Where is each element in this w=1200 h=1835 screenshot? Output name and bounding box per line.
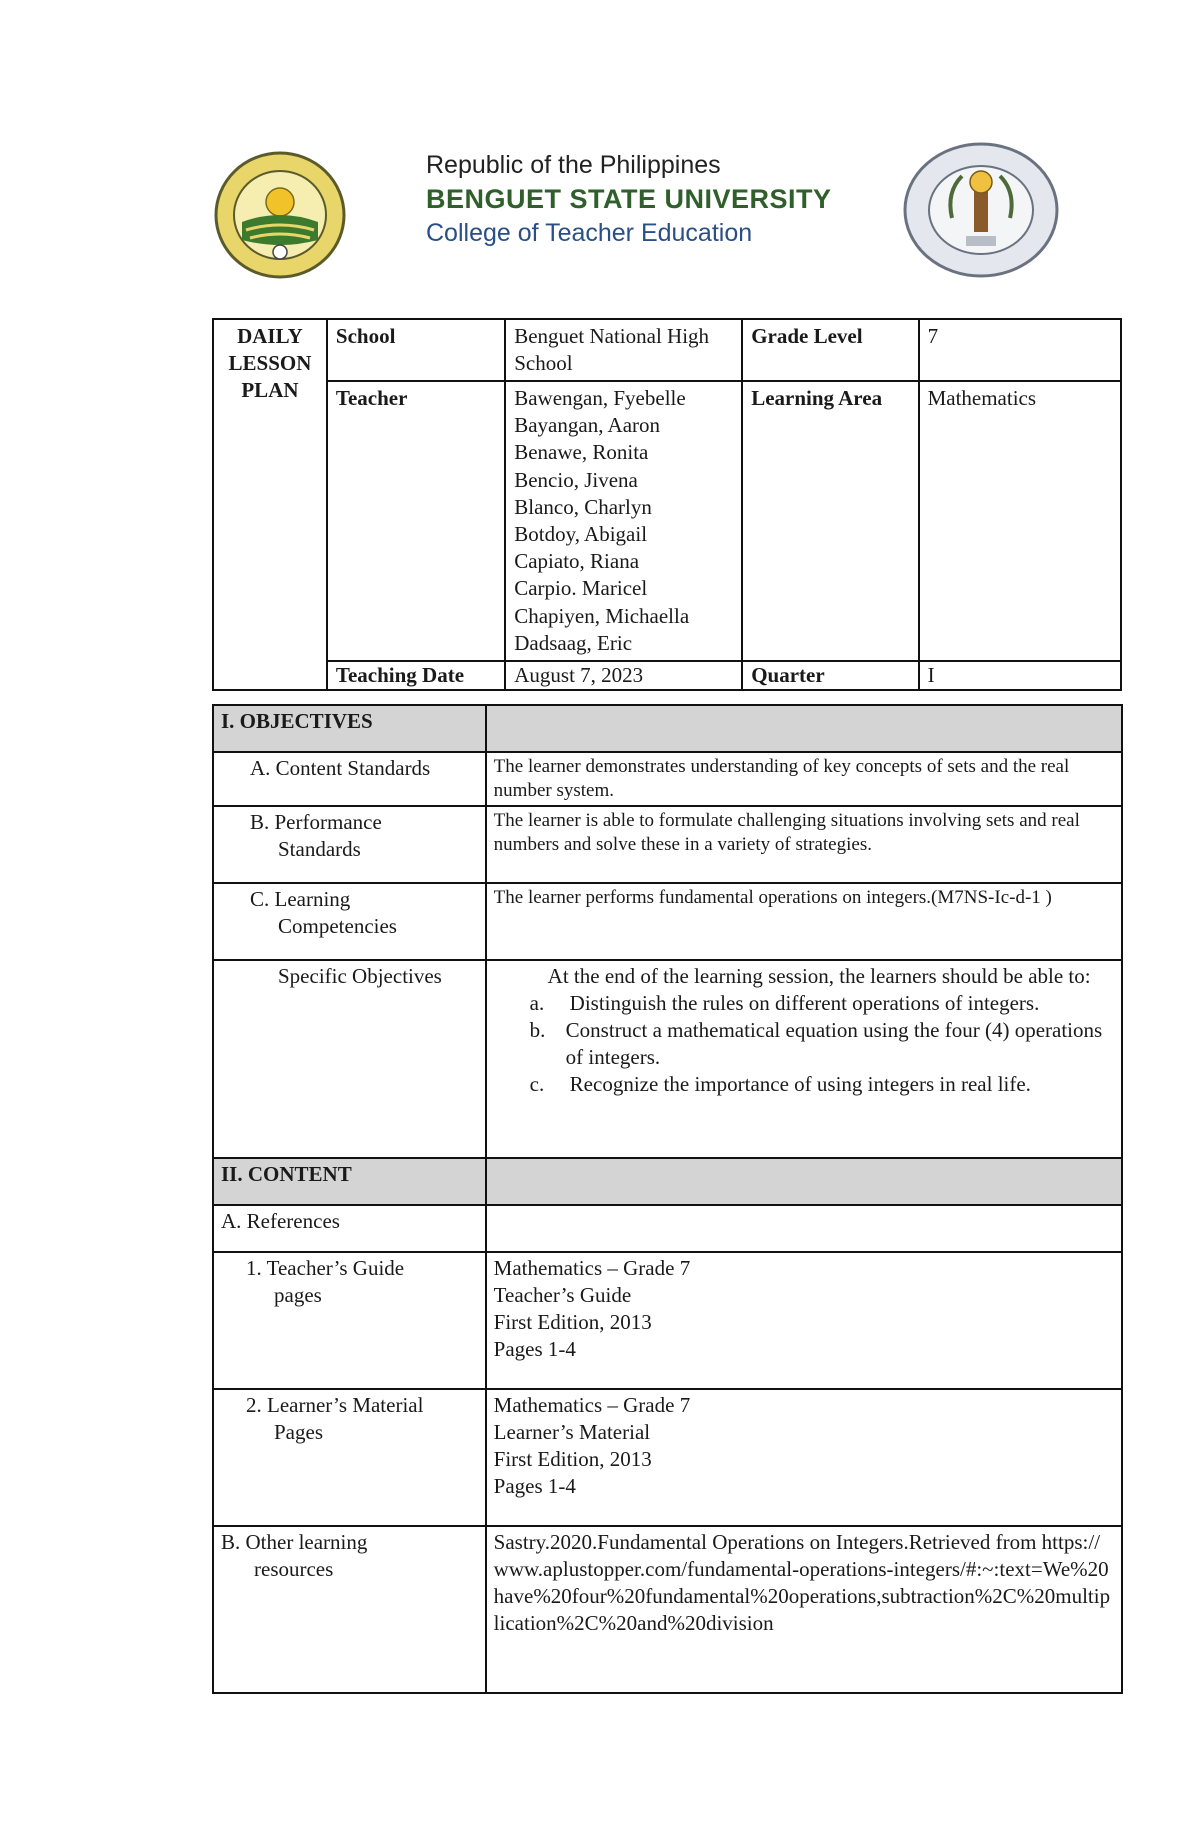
text-line: First Edition, 2013 [493, 1310, 652, 1334]
teacher-name: Blanco, Charlyn [514, 494, 652, 519]
other-resources-label [213, 1526, 486, 1693]
teacher-name: Carpio. Maricel [514, 576, 648, 601]
specific-objectives-list [494, 990, 1114, 1098]
lesson-info-table [212, 318, 1122, 691]
other-resources-label-line: resources [254, 1557, 334, 1581]
text-line: Teacher’s Guide [493, 1283, 632, 1307]
performance-standards-label [213, 806, 486, 883]
teacher-name: Bawengan, Fyebelle [514, 386, 686, 410]
text-line: Pages 1-4 [493, 1337, 576, 1361]
teaching-date-label: Teaching Date [327, 661, 505, 690]
grade-level-value: 7 [919, 319, 1121, 381]
list-item [494, 990, 1114, 1017]
university-name: BENGUET STATE UNIVERSITY [426, 184, 832, 214]
content-heading-blank [486, 1158, 1122, 1205]
school-value: Benguet National High School [505, 319, 742, 381]
list-marker: c. [529, 1072, 545, 1096]
letterhead-text [426, 148, 832, 250]
performance-standards-label-line: Standards [278, 837, 361, 861]
teachers-guide-label [213, 1252, 486, 1389]
lesson-plan-table [212, 704, 1123, 1694]
learners-material-label-line: 2. Learner’s Material [246, 1393, 424, 1417]
content-standards-label: A. Content Standards [213, 752, 486, 806]
specific-objectives-intro: At the end of the learning session, the learners should be able to: [547, 964, 1091, 988]
quarter-value: I [919, 661, 1121, 690]
objectives-heading: I. OBJECTIVES [213, 705, 486, 752]
teacher-name: Chapiyen, Michaella [514, 603, 690, 628]
school-label: School [327, 319, 505, 381]
learning-competencies-label [213, 883, 486, 960]
learning-competencies-value: The learner performs fundamental operations on integers.(M7NS-Ic-d-1 ) [486, 883, 1122, 960]
daily-lesson-plan-label: DAILY LESSON PLAN [213, 319, 327, 690]
teachers-guide-label-line: 1. Teacher’s Guide [246, 1256, 405, 1280]
specific-objectives-value [486, 960, 1122, 1158]
content-heading: II. CONTENT [213, 1158, 486, 1205]
teacher-name: Bencio, Jivena [514, 467, 638, 492]
teacher-names [505, 381, 742, 661]
learning-area-label: Learning Area [742, 381, 918, 661]
teacher-name: Dadsaag, Eric [514, 630, 633, 655]
teacher-name: Capiato, Riana [514, 549, 640, 574]
college-name: College of Teacher Education [426, 219, 753, 247]
teacher-label: Teacher [327, 381, 505, 661]
performance-standards-label-line: B. Performance [250, 810, 382, 834]
teaching-date-value: August 7, 2023 [505, 661, 742, 690]
teacher-name: Botdoy, Abigail [514, 522, 648, 547]
learners-material-label [213, 1389, 486, 1526]
list-marker: a. [529, 991, 545, 1015]
teacher-name: Bayangan, Aaron [514, 413, 661, 438]
text-line: Learner’s Material [493, 1420, 651, 1444]
list-item [494, 1017, 1114, 1071]
performance-standards-value: The learner is able to formulate challenging situations involving sets and real numbers and solve these in a variety of strategies. [486, 806, 1122, 883]
list-text: Distinguish the rules on different operations of integers. [569, 991, 1040, 1015]
text-line: Mathematics – Grade 7 [493, 1393, 691, 1417]
specific-objectives-label: Specific Objectives [213, 960, 486, 1158]
quarter-label: Quarter [742, 661, 918, 690]
objectives-heading-row [213, 705, 1122, 752]
references-label: A. References [213, 1205, 486, 1252]
text-line: First Edition, 2013 [493, 1447, 652, 1471]
content-standards-value: The learner demonstrates understanding of key concepts of sets and the real number system. [486, 752, 1122, 806]
list-text: Construct a mathematical equation using the four (4) operations of integers. [565, 1018, 1103, 1069]
learners-material-value [486, 1389, 1122, 1526]
teachers-guide-label-line: pages [274, 1283, 322, 1307]
content-heading-row [213, 1158, 1122, 1205]
teachers-guide-value [486, 1252, 1122, 1389]
learners-material-label-line: Pages [274, 1420, 323, 1444]
learning-competencies-label-line: Competencies [278, 914, 397, 938]
other-resources-value: Sastry.2020.Fundamental Operations on Integers.Retrieved from https://www.aplustopper.com/fundamental-operations-integers/#:~:text=We%20have%20four%20fundamental%20operations,subtraction%2C%20multiplication%2C%20and%20division [486, 1526, 1122, 1693]
other-resources-label-line: B. Other learning [221, 1530, 368, 1554]
republic-line: Republic of the Philippines [426, 151, 721, 179]
learning-area-value: Mathematics [919, 381, 1121, 661]
college-seal-logo [900, 140, 1062, 280]
objectives-heading-blank [486, 705, 1122, 752]
list-marker: b. [529, 1018, 546, 1042]
teacher-name: Benawe, Ronita [514, 440, 649, 465]
list-item [494, 1071, 1114, 1098]
list-text: Recognize the importance of using integers in real life. [569, 1072, 1031, 1096]
text-line: Pages 1-4 [493, 1474, 576, 1498]
references-value [486, 1205, 1122, 1252]
grade-level-label: Grade Level [742, 319, 918, 381]
text-line: Mathematics – Grade 7 [493, 1256, 691, 1280]
university-seal-logo [212, 150, 348, 280]
letterhead [212, 138, 1062, 283]
learning-competencies-label-line: C. Learning [250, 887, 351, 911]
